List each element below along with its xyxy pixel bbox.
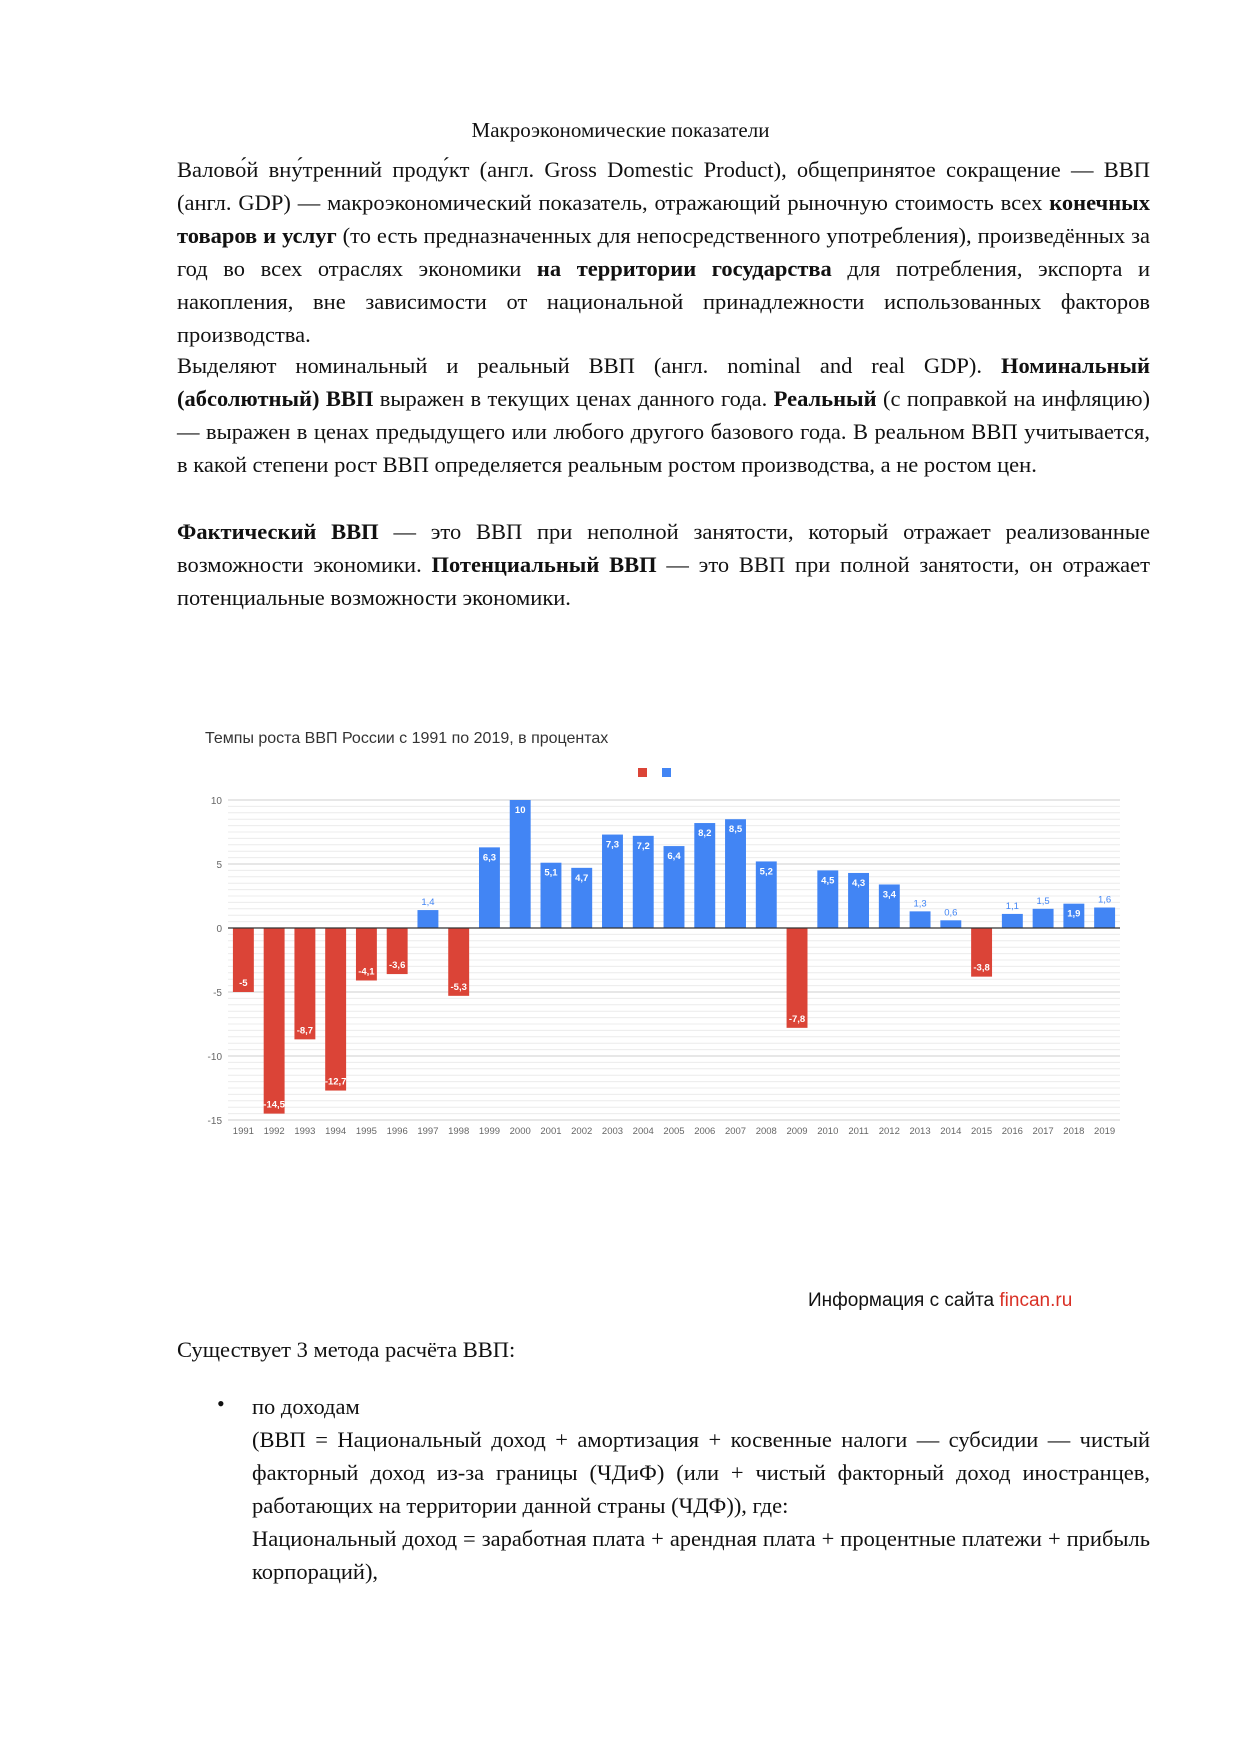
data-label: -12,7 <box>324 1076 347 1088</box>
data-label: 6,3 <box>482 852 497 864</box>
data-label: 4,3 <box>851 877 866 889</box>
x-tick-label: 2015 <box>971 1126 993 1137</box>
x-tick-label: 2005 <box>663 1126 685 1137</box>
data-label: 4,5 <box>821 875 835 887</box>
text-segment: Выделяют номинальный и реальный ВВП (англ. nominal and real GDP). <box>177 353 1001 378</box>
data-label: 1,1 <box>1005 900 1019 912</box>
data-label: -3,8 <box>973 962 990 974</box>
document-title: Макроэкономические показатели <box>471 118 770 142</box>
chart-title: Темпы роста ВВП России с 1991 по 2019, в процентах <box>205 730 609 747</box>
x-tick-label: 2010 <box>817 1126 839 1137</box>
x-tick-label: 1994 <box>325 1126 347 1137</box>
data-label: -3,6 <box>388 960 406 972</box>
data-label: -5 <box>239 978 248 989</box>
data-label: 8,5 <box>728 824 743 836</box>
x-tick-label: 2002 <box>571 1126 593 1137</box>
text-segment: (с поправкой на инфляцию) — выражен в ценах предыдущего или любого другого базового года. В реальном ВВП учитывается, в какой степени рост ВВП определяется реальным ростом производства, а не ростом цен. <box>177 386 1150 477</box>
text-segment: Валово́й вну́тренний проду́кт (англ. Gross Domestic Product), общепринятое сокращение — ВВП (англ. GDP) — макроэкономический показатель, отражающий рыночную стоимость всех <box>177 157 1150 215</box>
x-tick-label: 2014 <box>940 1126 962 1137</box>
data-label: -14,5 <box>263 1099 285 1111</box>
data-label: 5,2 <box>759 866 773 878</box>
x-tick-label: 1992 <box>263 1126 285 1137</box>
text-segment: для потребления, экспорта и накопления, вне зависимости от национальной принадлежности использованных факторов производства. <box>177 256 1150 347</box>
x-tick-label: 2004 <box>632 1126 654 1137</box>
data-label: 1,9 <box>1067 908 1081 920</box>
x-tick-label: 1996 <box>386 1126 408 1137</box>
x-tick-label: 1998 <box>448 1126 470 1137</box>
bold-term: Фактический ВВП <box>177 519 379 544</box>
data-label: 0,6 <box>944 907 958 919</box>
x-tick-label: 1993 <box>294 1126 316 1137</box>
y-tick-label: 5 <box>216 860 222 871</box>
bar-2000 <box>510 800 531 928</box>
bold-term: конечных товаров и услуг <box>177 190 1150 248</box>
text-segment: — это ВВП при полной занятости, он отражает потенциальные возможности экономики. <box>177 552 1150 610</box>
bold-term: на территории государства <box>536 256 832 281</box>
y-tick-label: 10 <box>210 796 222 807</box>
x-tick-label: 2012 <box>878 1126 900 1137</box>
methods-intro: Существует 3 метода расчёта ВВП: <box>177 1337 516 1362</box>
x-tick-label: 1991 <box>232 1126 254 1137</box>
x-tick-label: 1995 <box>355 1126 377 1137</box>
data-label: 1,6 <box>1098 894 1112 906</box>
y-tick-label: -5 <box>213 988 222 999</box>
source-prefix: Информация с сайта <box>808 1290 1000 1311</box>
paragraph-actual-potential <box>177 515 1150 614</box>
x-tick-label: 1999 <box>478 1126 501 1137</box>
x-tick-label: 2016 <box>1001 1126 1023 1137</box>
data-label: -4,1 <box>358 966 375 978</box>
y-tick-label: -10 <box>207 1052 222 1063</box>
data-label: -7,8 <box>788 1013 806 1025</box>
legend-marker-negative <box>638 768 647 777</box>
x-tick-label: 2019 <box>1094 1126 1116 1137</box>
data-label: 1,3 <box>913 898 927 910</box>
data-label: 7,2 <box>636 840 650 852</box>
bold-term: Номинальный (абсолютный) ВВП <box>177 353 1150 411</box>
y-tick-label: 0 <box>216 924 222 935</box>
data-label: -5,3 <box>450 981 467 993</box>
x-tick-label: 2008 <box>755 1126 777 1137</box>
source-credit <box>808 1290 1072 1312</box>
paragraph-nominal-real <box>177 349 1150 481</box>
data-label: 7,3 <box>605 839 620 851</box>
text-segment: — это ВВП при неполной занятости, который отражает реализованные возможности экономики. <box>177 519 1150 577</box>
bar-1993 <box>294 928 315 1039</box>
x-tick-label: 2018 <box>1063 1126 1085 1137</box>
x-tick-label: 1997 <box>417 1126 439 1137</box>
bar-2013 <box>910 911 931 928</box>
gdp-growth-chart <box>200 720 1140 1300</box>
x-tick-label: 2013 <box>909 1126 931 1137</box>
bar-2016 <box>1002 914 1023 928</box>
x-tick-label: 2003 <box>601 1126 624 1137</box>
source-site-link[interactable]: fincan.ru <box>999 1290 1073 1311</box>
data-label: 1,4 <box>421 897 435 909</box>
data-label: 5,1 <box>544 867 558 879</box>
y-tick-label: -15 <box>207 1116 222 1127</box>
bold-term: Реальный <box>773 386 877 411</box>
bar-1992 <box>264 928 285 1114</box>
x-tick-label: 2009 <box>786 1126 808 1137</box>
data-label: -8,7 <box>296 1025 314 1037</box>
data-label: 4,7 <box>575 872 589 884</box>
bar-2014 <box>940 920 961 928</box>
x-tick-label: 2011 <box>848 1126 869 1137</box>
x-tick-label: 2001 <box>540 1126 562 1137</box>
data-label: 8,2 <box>698 828 712 840</box>
x-tick-label: 2000 <box>509 1126 531 1137</box>
bar-1994 <box>325 928 346 1091</box>
bold-term: Потенциальный ВВП <box>431 552 657 577</box>
text-segment: (то есть предназначенных для непосредственного употребления), произведённых за год во всех отраслях экономики <box>177 223 1150 281</box>
list-bullet: • <box>217 1391 225 1416</box>
list-item-body: (ВВП = Национальный доход + амортизация + косвенные налоги — субсидии — чистый факторный доход из-за границы (ЧДиФ) (или + чистый факторный доход иностранцев, работающих на территории данной страны (ЧДФ)), где: <box>252 1427 1150 1518</box>
methods-list <box>252 1390 1150 1588</box>
x-tick-label: 2007 <box>724 1126 747 1137</box>
paragraph-gdp-definition <box>177 153 1150 351</box>
data-label: 10 <box>514 805 526 816</box>
x-tick-label: 2017 <box>1032 1126 1054 1137</box>
data-label: 1,5 <box>1036 895 1050 907</box>
bar-1997 <box>417 910 438 928</box>
data-label: 3,4 <box>882 889 896 901</box>
list-item-extra: Национальный доход = заработная плата + арендная плата + процентные платежи + прибыль корпораций), <box>252 1526 1150 1584</box>
bar-2019 <box>1094 908 1115 928</box>
bar-2007 <box>725 819 746 928</box>
data-label: 6,4 <box>667 851 681 863</box>
bar-2017 <box>1033 909 1054 928</box>
x-tick-label: 2006 <box>694 1126 716 1137</box>
list-item-title: по доходам <box>252 1394 360 1419</box>
text-segment: выражен в текущих ценах данного года. <box>373 386 774 411</box>
legend-marker-positive <box>662 768 671 777</box>
